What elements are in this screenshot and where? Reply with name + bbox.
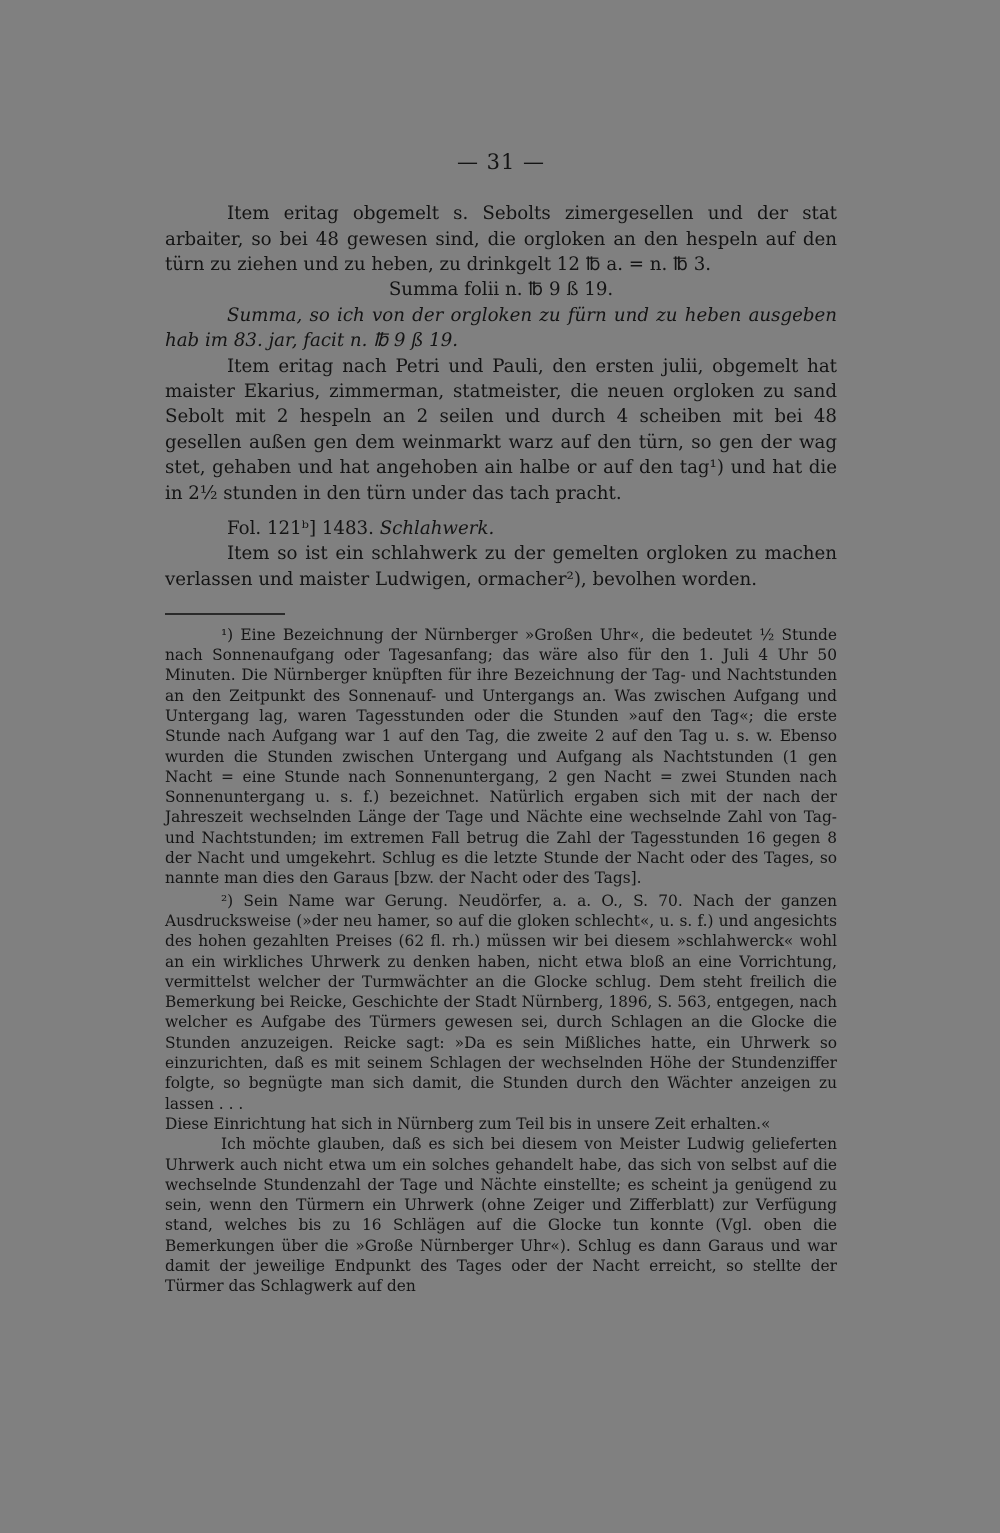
footnote-2-continuation: Ich möchte glauben, daß es sich bei diesem von Meister Ludwig gelieferten Uhrwerk auch nicht etwa um ein solches gehandelt habe, das sich von selbst auf die wechselnde Stundenzahl der Tage und Nächte einstellte; es scheint ja genügend zu sein, wenn den Türmern ein Uhrwerk (ohne Zeiger und Zifferblatt) zur Verfügung stand, welches bis zu 16 Schlägen auf die Glocke tun konnte (Vgl. oben die Bemerkungen über die »Große Nürnberger Uhr«). Schlug es dann Garaus und war damit der jeweilige Endpunkt des Tages oder der Nacht erreicht, so stellte der Türmer das Schlagwerk auf den	[165, 1135, 837, 1296]
page-number: — 31 —	[456, 150, 546, 174]
folio-heading	[165, 516, 837, 541]
footnotes	[165, 625, 837, 1297]
folio-title: Schlahwerk.	[379, 518, 495, 540]
main-text	[165, 201, 837, 592]
folio-reference: Fol. 121ᵇ] 1483.	[227, 518, 374, 540]
paragraph-schlahwerk: Item so ist ein schlahwerk zu der gemelten orgloken zu machen verlassen und maister Ludwigen, ormacher²), bevolhen worden.	[165, 543, 837, 590]
footnote-2-quote-end: Diese Einrichtung hat sich in Nürnberg zum Teil bis in unsere Zeit erhalten.«	[165, 1114, 771, 1133]
paragraph-petri-pauli: Item eritag nach Petri und Pauli, den ersten julii, obgemelt hat maister Ekarius, zimmerman, statmeister, die neuen orgloken zu sand Sebolt mit 2 hespeln an 2 seilen und durch 4 scheiben mit bei 48 gesellen außen gen dem weinmarkt warz auf den türn, so gen der wag stet, gehaben und hat angehoben ain halbe or auf den tag¹) und hat die in 2½ stunden in den türn under das tach pracht.	[165, 355, 837, 504]
footnote-2: ²) Sein Name war Gerung. Neudörfer, a. a. O., S. 70. Nach der ganzen Ausdrucksweise (»der neu hamer, so auf die gloken schlecht«, u. s. f.) und angesichts des hohen gezahlten Preises (62 fl. rh.) müssen wir bei diesem »schlahwerck« wohl an ein wirkliches Uhrwerk zu denken haben, nicht etwa bloß an eine Vorrichtung, vermittelst welcher der Turmwächter an die Glocke schlug. Dem steht freilich die Bemerkung bei Reicke, Geschichte der Stadt Nürnberg, 1896, S. 563, entgegen, nach welcher es Aufgabe des Türmers gewesen sei, durch Schlagen an die Glocke die Stunden anzuzeigen. Reicke sagt: »Da es sein Mißliches hatte, ein Uhrwerk so einzurichten, daß es mit seinem Schlagen der wechselnden Höhe der Stundenziffer folgte, so begnügte man sich damit, die Stunden durch den Wächter anzeigen zu lassen . . .	[165, 891, 837, 1113]
summa-statement: Summa, so ich von der orgloken zu fürn und zu heben ausgeben hab im 83. jar, facit n. ℔ 9 ß 19.	[165, 304, 837, 352]
book-page	[165, 150, 837, 1297]
footnote-1: ¹) Eine Bezeichnung der Nürnberger »Großen Uhr«, die bedeutet ½ Stunde nach Sonnenaufgang oder Tagesanfang; das wäre also für den 1. Juli 4 Uhr 50 Minuten. Die Nürnberger knüpften für ihre Bezeichnung der Tag- und Nachtstunden an den Zeitpunkt des Sonnenauf- und Untergangs an. Was zwischen Aufgang und Untergang lag, waren Tagesstunden oder die Stunden »auf den Tag«; die erste Stunde nach Aufgang war 1 auf den Tag, die zweite 2 auf den Tag u. s. w. Ebenso wurden die Stunden zwischen Untergang und Aufgang als Nachtstunden (1 gen Nacht = eine Stunde nach Sonnenuntergang, 2 gen Nacht = zwei Stunden nach Sonnenuntergang u. s. f.) bezeichnet. Natürlich ergaben sich mit der nach der Jahreszeit wechselnden Länge der Tage und Nächte eine wechselnde Zahl von Tag- und Nachtstunden; im extremen Fall betrug die Zahl der Tagesstunden 16 gegen 8 der Nacht und umgekehrt. Schlug es die letzte Stunde der Nacht oder des Tages, so nannte man dies den Garaus [bzw. der Nacht oder des Tags].	[165, 625, 837, 888]
footnote-divider	[165, 613, 285, 615]
paragraph-drinkgelt: Item eritag obgemelt s. Sebolts zimergesellen und der stat arbaiter, so bei 48 gewesen sind, die orgloken an den hespeln auf den türn zu ziehen und zu heben, zu drinkgelt 12 ℔ a. = n. ℔ 3.	[165, 203, 837, 275]
summa-folii: Summa folii n. ℔ 9 ß 19.	[388, 279, 614, 301]
